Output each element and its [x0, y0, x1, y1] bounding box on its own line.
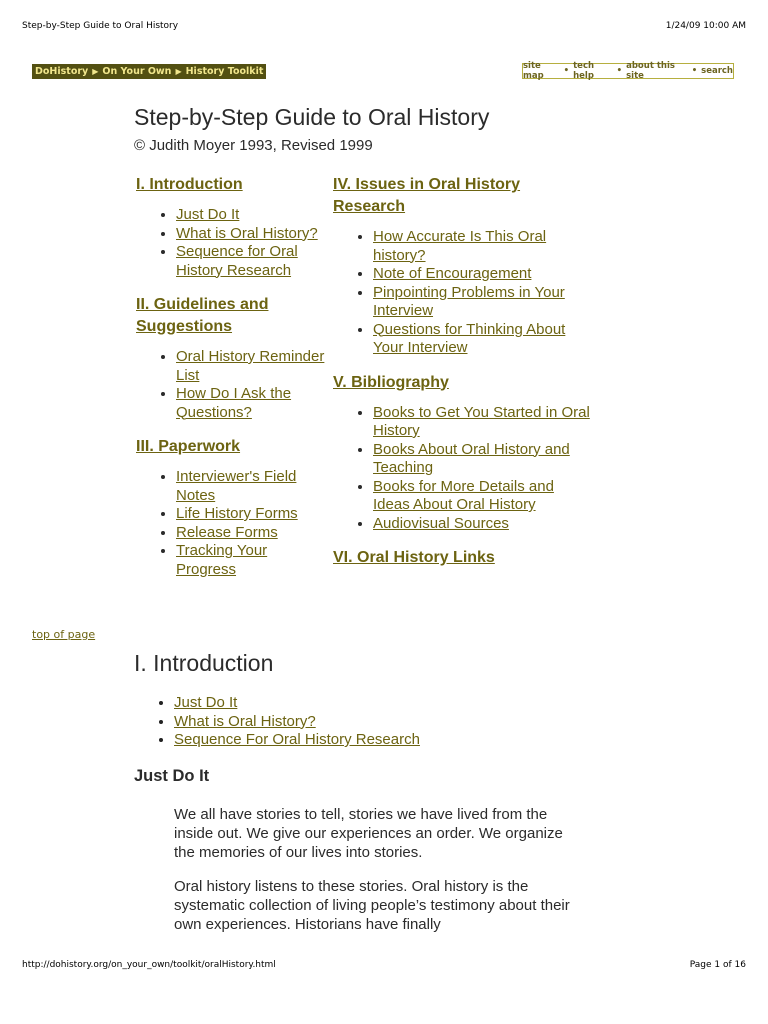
print-header: [22, 21, 746, 31]
print-header-title: Step-by-Step Guide to Oral History: [22, 21, 179, 31]
list-item: [373, 284, 593, 321]
list-item: [176, 206, 326, 225]
breadcrumb-history-toolkit[interactable]: History Toolkit: [185, 66, 264, 77]
list-item: [373, 228, 593, 265]
breadcrumb: [32, 64, 266, 79]
list-item: [373, 265, 593, 284]
print-footer-url: http://dohistory.org/on_your_own/toolkit/oralHistory.html: [22, 960, 276, 970]
print-footer: [22, 960, 746, 970]
print-footer-page: Page 1 of 16: [689, 960, 746, 970]
toc-list-guidelines: [136, 348, 326, 422]
toc-link[interactable]: Books for More Details and Ideas About Oral History: [373, 477, 554, 513]
toc-link[interactable]: Release Forms: [176, 523, 278, 541]
tech-help-link[interactable]: tech help: [573, 61, 595, 81]
site-map-link[interactable]: site map: [523, 61, 544, 81]
list-item: [176, 348, 326, 385]
breadcrumb-dohistory[interactable]: DoHistory: [35, 66, 89, 77]
toc-list-paperwork: [136, 468, 326, 579]
separator-dot: •: [616, 66, 623, 76]
toc-heading-links[interactable]: VI. Oral History Links: [333, 549, 495, 566]
search-link[interactable]: search: [701, 66, 733, 76]
toc-heading-guidelines[interactable]: II. Guidelines and Suggestions: [136, 296, 269, 335]
toc-link[interactable]: Tracking Your Progress: [176, 542, 268, 578]
list-item: [373, 515, 593, 534]
list-item: [373, 478, 593, 515]
body-paragraph-2: Oral history listens to these stories. Oral history is the systematic collection of living people’s testimony about their own experiences. Historians have finally: [174, 878, 570, 933]
list-item: [373, 404, 593, 441]
breadcrumb-on-your-own[interactable]: On Your Own: [102, 66, 172, 77]
list-item: [373, 321, 593, 358]
toc-link[interactable]: Sequence for Oral History Research: [176, 243, 298, 279]
toc-list-bibliography: [333, 404, 593, 534]
section-title-introduction: I. Introduction: [134, 650, 274, 676]
body-paragraph-1: We all have stories to tell, stories we have lived from the inside out. We give our experiences an order. We organize the memories of our lives into stories.: [174, 806, 563, 861]
subheading-just-do-it: Just Do It: [134, 767, 210, 785]
list-item: [176, 468, 326, 505]
toc-left-column: [136, 174, 326, 593]
breadcrumb-arrow-icon: ▶: [175, 67, 182, 76]
intro-link[interactable]: What is Oral History?: [174, 712, 316, 730]
toc-link[interactable]: What is Oral History?: [176, 224, 318, 242]
list-item: [176, 524, 326, 543]
toc-link[interactable]: Books About Oral History and Teaching: [373, 440, 570, 476]
toc-heading-issues[interactable]: IV. Issues in Oral History Research: [333, 176, 521, 215]
list-item: [174, 713, 594, 732]
print-header-datetime: 1/24/09 10:00 AM: [665, 21, 746, 31]
toc-link[interactable]: Questions for Thinking About Your Interview: [373, 320, 566, 356]
list-item: [176, 225, 326, 244]
list-item: [174, 694, 594, 713]
list-item: [176, 542, 326, 579]
about-site-link[interactable]: about this site: [626, 61, 675, 81]
copyright: © Judith Moyer 1993, Revised 1999: [134, 137, 373, 154]
toc-heading-bibliography[interactable]: V. Bibliography: [333, 373, 449, 391]
toc-link[interactable]: Life History Forms: [176, 505, 298, 522]
utility-nav: [522, 63, 734, 79]
intro-link[interactable]: Just Do It: [174, 694, 238, 711]
toc-list-issues: [333, 228, 593, 358]
toc-link[interactable]: Audiovisual Sources: [373, 514, 509, 532]
toc-link[interactable]: How Do I Ask the Questions?: [176, 385, 292, 421]
toc-link[interactable]: Oral History Reminder List: [176, 348, 325, 384]
toc-link[interactable]: Note of Encouragement: [373, 265, 532, 282]
separator-dot: •: [691, 66, 698, 76]
page-title: Step-by-Step Guide to Oral History: [134, 104, 490, 130]
toc-heading-introduction[interactable]: I. Introduction: [136, 176, 243, 193]
toc-link[interactable]: Books to Get You Started in Oral History: [373, 403, 590, 439]
list-item: [373, 441, 593, 478]
intro-link[interactable]: Sequence For Oral History Research: [174, 731, 420, 748]
toc-link[interactable]: Interviewer's Field Notes: [176, 468, 297, 504]
toc-list-introduction: [136, 206, 326, 280]
toc-link[interactable]: How Accurate Is This Oral history?: [373, 228, 547, 264]
toc-heading-paperwork[interactable]: III. Paperwork: [136, 438, 241, 455]
list-item: [176, 243, 326, 280]
toc-right-column: [333, 174, 593, 579]
breadcrumb-arrow-icon: ▶: [92, 67, 99, 76]
separator-dot: •: [563, 66, 570, 76]
toc-link[interactable]: Pinpointing Problems in Your Interview: [373, 283, 565, 319]
toc-link[interactable]: Just Do It: [176, 206, 240, 223]
list-item: [174, 731, 594, 750]
top-of-page-link[interactable]: top of page: [32, 628, 96, 641]
intro-link-list: [134, 694, 594, 750]
list-item: [176, 385, 326, 422]
list-item: [176, 505, 326, 524]
